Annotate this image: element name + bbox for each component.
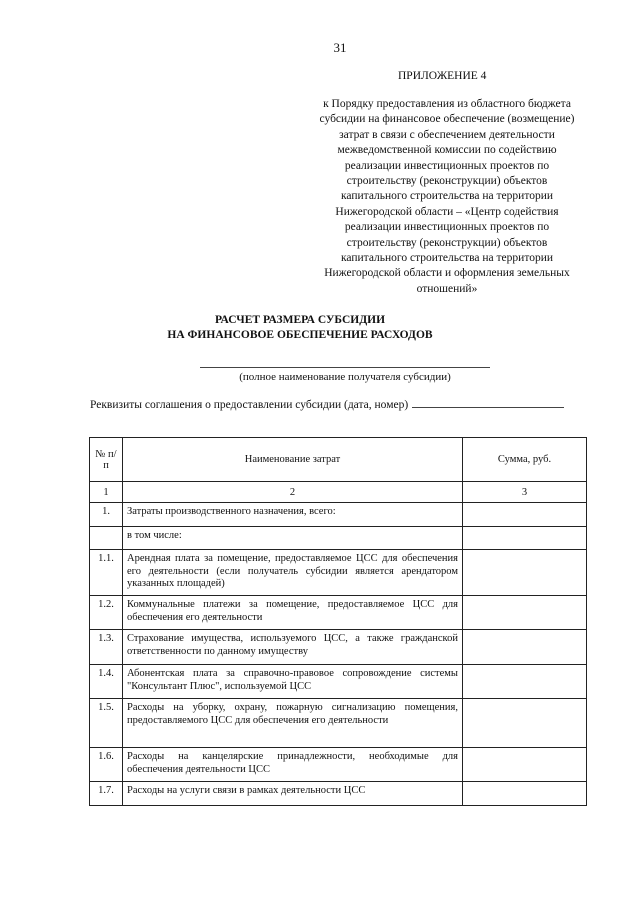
column-number-row bbox=[90, 482, 587, 503]
row-number: 1.5. bbox=[90, 699, 123, 748]
agreement-requisites bbox=[90, 397, 564, 411]
row-sum bbox=[463, 527, 587, 550]
row-number: 1.1. bbox=[90, 550, 123, 596]
appendix-line: реализации инвестиционных проектов по bbox=[344, 221, 550, 234]
row-cost-name: Арендная плата за помещение, предоставляемое ЦСС для обеспечения его деятельности (если получатель субсидии является арендатором указанных площадей) bbox=[123, 550, 463, 596]
appendix-line: капитального строительства на территории bbox=[340, 190, 553, 203]
page-number: 31 bbox=[333, 40, 347, 55]
table-row bbox=[90, 748, 587, 782]
row-cost-name: Расходы на услуги связи в рамках деятельности ЦСС bbox=[123, 782, 463, 806]
appendix-line: субсидии на финансовое обеспечение (возмещение) bbox=[319, 113, 575, 126]
row-number: 1.3. bbox=[90, 630, 123, 665]
table-row bbox=[90, 630, 587, 665]
appendix-line: строительству (реконструкции) объектов bbox=[346, 236, 548, 249]
appendix-line: межведомственной комиссии по содействию bbox=[337, 144, 557, 157]
appendix-line: отношений» bbox=[416, 282, 478, 295]
row-number: 1. bbox=[90, 503, 123, 527]
row-sum bbox=[463, 699, 587, 748]
column-number: 3 bbox=[463, 482, 587, 503]
appendix-description bbox=[300, 97, 594, 297]
costs-table bbox=[89, 437, 587, 806]
row-sum bbox=[463, 748, 587, 782]
appendix-line: Нижегородской области и оформления земельных bbox=[324, 267, 570, 280]
appendix-line: к Порядку предоставления из областного бюджета bbox=[323, 98, 571, 110]
row-sum bbox=[463, 596, 587, 630]
header-cost-name: Наименование затрат bbox=[123, 438, 463, 482]
requisites-label: Реквизиты соглашения о предоставлении субсидии (дата, номер) bbox=[90, 399, 409, 411]
table-row bbox=[90, 550, 587, 596]
appendix-line: Нижегородской области – «Центр содействия bbox=[335, 205, 559, 218]
appendix-title: ПРИЛОЖЕНИЕ 4 bbox=[398, 70, 487, 82]
header-sum: Сумма, руб. bbox=[463, 438, 587, 482]
row-number: 1.6. bbox=[90, 748, 123, 782]
table-row bbox=[90, 665, 587, 699]
row-number: 1.4. bbox=[90, 665, 123, 699]
table-row bbox=[90, 527, 587, 550]
calculation-title-line2: НА ФИНАНСОВОЕ ОБЕСПЕЧЕНИЕ РАСХОДОВ bbox=[167, 329, 433, 341]
row-sum bbox=[463, 782, 587, 806]
row-number: 1.7. bbox=[90, 782, 123, 806]
row-cost-name: Затраты производственного назначения, всего: bbox=[123, 503, 463, 527]
row-cost-name: Коммунальные платежи за помещение, предоставляемое ЦСС для обеспечения его деятельности bbox=[123, 596, 463, 630]
table-row bbox=[90, 699, 587, 748]
column-number: 2 bbox=[123, 482, 463, 503]
column-number: 1 bbox=[90, 482, 123, 503]
table-row bbox=[90, 782, 587, 806]
row-sum bbox=[463, 665, 587, 699]
recipient-caption: (полное наименование получателя субсидии) bbox=[239, 371, 451, 383]
appendix-line: строительству (реконструкции) объектов bbox=[346, 175, 548, 188]
appendix-line: реализации инвестиционных проектов по bbox=[344, 159, 550, 172]
table-row bbox=[90, 596, 587, 630]
row-cost-name: Расходы на уборку, охрану, пожарную сигнализацию помещения, предоставляемого ЦСС для обеспечения его деятельности bbox=[123, 699, 463, 748]
table-row bbox=[90, 503, 587, 527]
row-number bbox=[90, 527, 123, 550]
row-cost-name: Расходы на канцелярские принадлежности, необходимые для обеспечения деятельности ЦСС bbox=[123, 748, 463, 782]
row-sum bbox=[463, 550, 587, 596]
row-cost-name: Абонентская плата за справочно-правовое сопровождение системы "Консультант Плюс", используемой ЦСС bbox=[123, 665, 463, 699]
calculation-title-line1: РАСЧЕТ РАЗМЕРА СУБСИДИИ bbox=[214, 314, 386, 326]
row-cost-name: Страхование имущества, используемого ЦСС, а также гражданской ответственности по данному имуществу bbox=[123, 630, 463, 665]
row-number: 1.2. bbox=[90, 596, 123, 630]
appendix-line: затрат в связи с обеспечением деятельности bbox=[339, 128, 555, 141]
recipient-name-field-line bbox=[200, 367, 490, 368]
header-number: № п/п bbox=[90, 438, 123, 482]
appendix-line: капитального строительства на территории bbox=[340, 252, 553, 265]
calculation-title bbox=[90, 313, 510, 343]
requisites-blank-line bbox=[412, 397, 564, 408]
row-sum bbox=[463, 630, 587, 665]
row-cost-name: в том числе: bbox=[123, 527, 463, 550]
row-sum bbox=[463, 503, 587, 527]
table-header-row bbox=[90, 438, 587, 482]
